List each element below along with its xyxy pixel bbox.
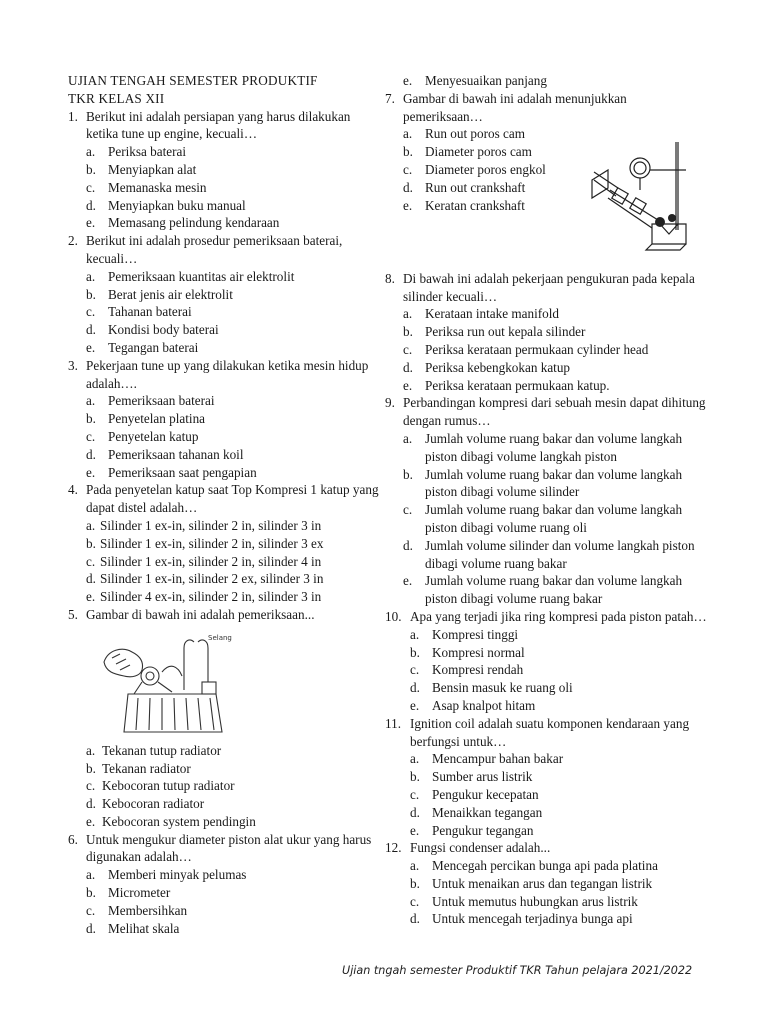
option-letter: b. [410,644,420,660]
option-list [385,750,707,839]
option-d[interactable] [385,804,707,822]
option-b[interactable] [385,644,707,662]
option-b[interactable] [385,466,707,502]
option-letter: c. [86,778,96,794]
option-letter: a. [403,430,413,446]
option-text: Menyiapkan alat [108,161,197,177]
question-1 [68,108,380,233]
option-letter: e. [86,464,96,480]
option-c[interactable] [68,902,380,920]
option-text: Micrometer [108,885,171,901]
question-number: 9. [385,395,395,411]
option-letter: e. [403,73,413,88]
question-4 [68,481,380,606]
option-text: Silinder 1 ex-in, silinder 2 in, silinder 4 in [100,553,322,569]
option-text: Penyetelan katup [108,428,199,444]
option-letter: d. [403,537,413,553]
option-e[interactable] [68,214,380,232]
option-a[interactable] [385,125,595,143]
option-c[interactable] [68,179,380,197]
option-letter: e. [410,822,420,838]
option-letter: c. [86,304,96,320]
option-text: Asap knalpot hitam [432,697,536,713]
question-text: Ignition coil adalah suatu komponen kendaraan yang berfungsi untuk… [410,715,690,749]
option-e[interactable] [385,72,707,90]
option-c[interactable] [385,661,707,679]
option-letter: d. [403,179,413,195]
question-12 [385,839,707,928]
option-text: Menyiapkan buku manual [108,197,246,213]
option-a[interactable] [68,143,380,161]
option-e[interactable] [385,197,595,215]
option-list [385,125,595,214]
option-text: Kondisi body baterai [108,322,219,338]
option-d[interactable] [68,197,380,215]
crankshaft-runout-figure [590,140,700,252]
option-text: Jumlah volume ruang bakar dan volume langkah piston dibagi volume ruang oli [425,502,683,535]
option-letter: a. [403,306,413,322]
option-letter: d. [410,911,420,927]
left-column [68,72,380,937]
option-letter: e. [86,339,96,355]
option-c[interactable] [385,501,707,537]
option-letter: c. [410,893,420,909]
option-text: Memberi minyak pelumas [108,867,247,883]
option-letter: e. [403,573,413,589]
question-text: Gambar di bawah ini adalah menunjukkan pemeriksaan… [403,90,627,124]
option-text: Run out crankshaft [425,179,526,195]
option-c[interactable] [385,893,707,911]
option-a[interactable] [68,392,380,410]
option-letter: b. [86,161,96,177]
option-d[interactable] [68,570,380,588]
question-text: Di bawah ini adalah pekerjaan pengukuran pada kepala silinder kecuali… [403,270,695,304]
option-text: Mencampur bahan bakar [432,751,564,767]
option-a[interactable] [385,857,707,875]
radiator-pressure-test-figure [98,632,238,736]
option-d[interactable] [68,795,380,813]
option-list [68,517,380,606]
option-e[interactable] [385,822,707,840]
question-number: 2. [68,233,78,249]
question-3 [68,357,380,482]
option-a[interactable] [385,750,707,768]
question-text: Pada penyetelan katup saat Top Kompresi 1 katup yang dapat distel adalah… [86,482,379,516]
option-letter: a. [403,126,413,142]
question-number: 3. [68,357,78,373]
option-b[interactable] [385,768,707,786]
option-letter: b. [86,411,96,427]
option-letter: d. [403,359,413,375]
figure-label-selang: Selang [208,633,232,642]
option-letter: a. [86,268,96,284]
question-number: 8. [385,270,395,286]
option-text: Untuk menaikan arus dan tegangan listrik [432,875,653,891]
option-list [385,430,707,608]
question-text: Berikut ini adalah prosedur pemeriksaan baterai, kecuali… [86,233,343,266]
option-list [385,626,707,715]
option-text: Periksa kerataan permukaan cylinder head [425,341,649,357]
option-list [68,268,380,357]
option-e[interactable] [385,572,707,608]
option-list [68,866,380,937]
option-letter: e. [86,589,96,605]
option-text: Diameter poros cam [425,144,532,160]
option-text: Sumber arus listrik [432,769,533,785]
option-letter: c. [86,179,96,195]
option-letter: c. [86,428,96,444]
option-letter: a. [410,626,420,642]
option-d[interactable] [385,359,707,377]
question-number: 7. [385,90,395,106]
option-a[interactable] [68,517,380,535]
option-letter: b. [403,466,413,482]
option-letter: c. [410,662,420,678]
option-letter: b. [410,769,420,785]
question-11 [385,715,707,840]
option-b[interactable] [68,410,380,428]
option-text: Kompresi rendah [432,662,524,678]
question-number: 10. [385,608,402,624]
option-a[interactable] [68,268,380,286]
option-text: Kebocoran radiator [102,796,205,812]
option-letter: d. [86,197,96,213]
option-letter: d. [86,796,96,812]
option-list [385,305,707,394]
option-letter: c. [403,502,413,518]
option-letter: d. [410,680,420,696]
option-text: Run out poros cam [425,126,525,142]
option-letter: d. [86,571,96,587]
option-text: Diameter poros engkol [425,161,546,177]
right-column [385,72,707,928]
option-d[interactable] [68,920,380,938]
option-list [68,742,380,831]
option-text: Pemeriksaan tahanan koil [108,446,244,462]
option-e[interactable] [385,377,707,395]
option-a[interactable] [68,866,380,884]
option-letter: b. [86,760,96,776]
question-6 [68,831,380,938]
option-letter: d. [410,804,420,820]
option-text: Kebocoran tutup radiator [102,778,235,794]
option-c[interactable] [68,553,380,571]
option-d[interactable] [385,679,707,697]
option-text: Membersihkan [108,902,188,918]
option-text: Pengukur kecepatan [432,786,539,802]
option-b[interactable] [68,760,380,778]
option-text: Periksa kerataan permukaan katup. [425,377,610,393]
option-b[interactable] [68,286,380,304]
option-text: Melihat skala [108,920,180,936]
option-e[interactable] [68,813,380,831]
option-text: Menaikkan tegangan [432,804,543,820]
option-letter: e. [410,697,420,713]
option-c[interactable] [385,786,707,804]
option-d[interactable] [385,910,707,928]
option-letter: a. [86,393,96,409]
option-e[interactable] [68,339,380,357]
option-text: Jumlah volume ruang bakar dan volume langkah piston dibagi volume langkah piston [425,430,683,464]
option-letter: b. [410,875,420,891]
option-text: Periksa kebengkokan katup [425,359,571,375]
option-letter: c. [86,553,96,569]
option-text: Pemeriksaan kuantitas air elektrolit [108,268,295,284]
option-e[interactable] [68,464,380,482]
question-number: 11. [385,715,401,731]
question-text: Perbandingan kompresi dari sebuah mesin dapat dihitung dengan rumus… [403,395,706,429]
option-text: Tegangan baterai [108,339,199,355]
question-number: 6. [68,831,78,847]
option-text: Silinder 4 ex-in, silinder 2 in, silinder 3 in [100,589,322,605]
option-list-continued [385,72,707,90]
option-text: Penyetelan platina [108,411,206,427]
option-text: Pemeriksaan saat pengapian [108,464,257,480]
option-d[interactable] [385,179,595,197]
option-c[interactable] [385,341,707,359]
exam-title-line-2: TKR KELAS XII [68,90,165,106]
option-letter: e. [86,215,96,231]
option-text: Memasang pelindung kendaraan [108,215,280,231]
option-text: Tekanan radiator [102,760,191,776]
option-b[interactable] [385,875,707,893]
option-text: Silinder 1 ex-in, silinder 2 ex, silinder 3 in [100,571,324,587]
question-text: Fungsi condenser adalah... [410,840,551,856]
option-text: Bensin masuk ke ruang oli [432,680,573,696]
question-8 [385,270,707,395]
option-letter: b. [86,286,96,302]
option-b[interactable] [385,143,595,161]
option-letter: b. [403,324,413,340]
question-text: Untuk mengukur diameter piston alat ukur yang harus digunakan adalah… [86,831,372,865]
option-text: Kompresi tinggi [432,626,519,642]
option-a[interactable] [68,742,380,760]
option-text: Silinder 1 ex-in, silinder 2 in, silinder 3 in [100,517,322,533]
question-text: Apa yang terjadi jika ring kompresi pada piston patah… [410,608,707,624]
question-5 [68,606,380,831]
option-letter: c. [403,341,413,357]
option-text: Silinder 1 ex-in, silinder 2 in, silinder 3 ex [100,535,324,551]
option-letter: a. [86,867,96,883]
option-text: Kerataan intake manifold [425,306,560,322]
option-letter: c. [410,786,420,802]
option-text: Mencegah percikan bunga api pada platina [432,858,658,874]
page-footer: Ujian tngah semester Produktif TKR Tahun pelajara 2021/2022 [342,964,693,977]
option-letter: d. [86,322,96,338]
exam-title-line-1: UJIAN TENGAH SEMESTER PRODUKTIF [68,73,318,88]
option-text: Untuk mencegah terjadinya bunga api [432,911,633,927]
option-letter: e. [86,813,96,829]
option-text: Keratan crankshaft [425,197,525,213]
option-text: Tahanan baterai [108,304,192,320]
option-list [68,143,380,232]
option-text: Menyesuaikan panjang [425,73,547,88]
option-letter: c. [403,161,413,177]
option-list [385,857,707,928]
option-text: Untuk memutus hubungkan arus listrik [432,893,638,909]
option-e[interactable] [385,697,707,715]
question-number: 5. [68,606,78,622]
option-text: Kebocoran system pendingin [102,813,256,829]
option-b[interactable] [385,323,707,341]
option-letter: e. [403,377,413,393]
option-letter: c. [86,902,96,918]
option-c[interactable] [385,161,595,179]
question-text: Berikut ini adalah persiapan yang harus dilakukan ketika tune up engine, kecuali… [86,108,351,142]
option-b[interactable] [68,884,380,902]
option-letter: d. [86,920,96,936]
option-letter: a. [86,517,96,533]
option-b[interactable] [68,161,380,179]
option-e[interactable] [68,588,380,606]
option-c[interactable] [68,777,380,795]
option-text: Jumlah volume silinder dan volume langkah piston dibagi volume ruang bakar [425,537,695,571]
option-d[interactable] [68,321,380,339]
question-9 [385,394,707,608]
option-c[interactable] [68,428,380,446]
option-list [68,392,380,481]
question-2 [68,232,380,357]
option-c[interactable] [68,303,380,321]
option-letter: e. [403,197,413,213]
radiator-tester-illustration [98,632,238,736]
option-text: Berat jenis air elektrolit [108,286,233,302]
option-letter: a. [86,144,96,160]
question-10 [385,608,707,715]
option-letter: b. [86,885,96,901]
question-number: 4. [68,482,78,498]
option-d[interactable] [68,446,380,464]
option-text: Jumlah volume ruang bakar dan volume langkah piston dibagi volume ruang bakar [425,573,683,607]
question-text: Pekerjaan tune up yang dilakukan ketika mesin hidup adalah…. [86,357,369,391]
option-a[interactable] [385,626,707,644]
option-text: Tekanan tutup radiator [102,742,222,758]
question-number: 12. [385,840,402,856]
option-a[interactable] [385,430,707,466]
option-text: Jumlah volume ruang bakar dan volume langkah piston dibagi volume silinder [425,466,683,500]
option-text: Periksa baterai [108,144,186,160]
option-letter: a. [410,751,420,767]
option-text: Pemeriksaan baterai [108,393,215,409]
question-number: 1. [68,108,78,124]
option-letter: b. [86,535,96,551]
option-b[interactable] [68,535,380,553]
option-text: Memanaska mesin [108,179,207,195]
option-letter: a. [86,742,96,758]
option-d[interactable] [385,537,707,573]
option-letter: a. [410,858,420,874]
option-text: Pengukur tegangan [432,822,534,838]
question-text: Gambar di bawah ini adalah pemeriksaan... [86,606,315,622]
option-text: Periksa run out kepala silinder [425,324,586,340]
option-letter: d. [86,446,96,462]
option-a[interactable] [385,305,707,323]
option-letter: b. [403,144,413,160]
question-7 [385,90,707,270]
option-text: Kompresi normal [432,644,525,660]
